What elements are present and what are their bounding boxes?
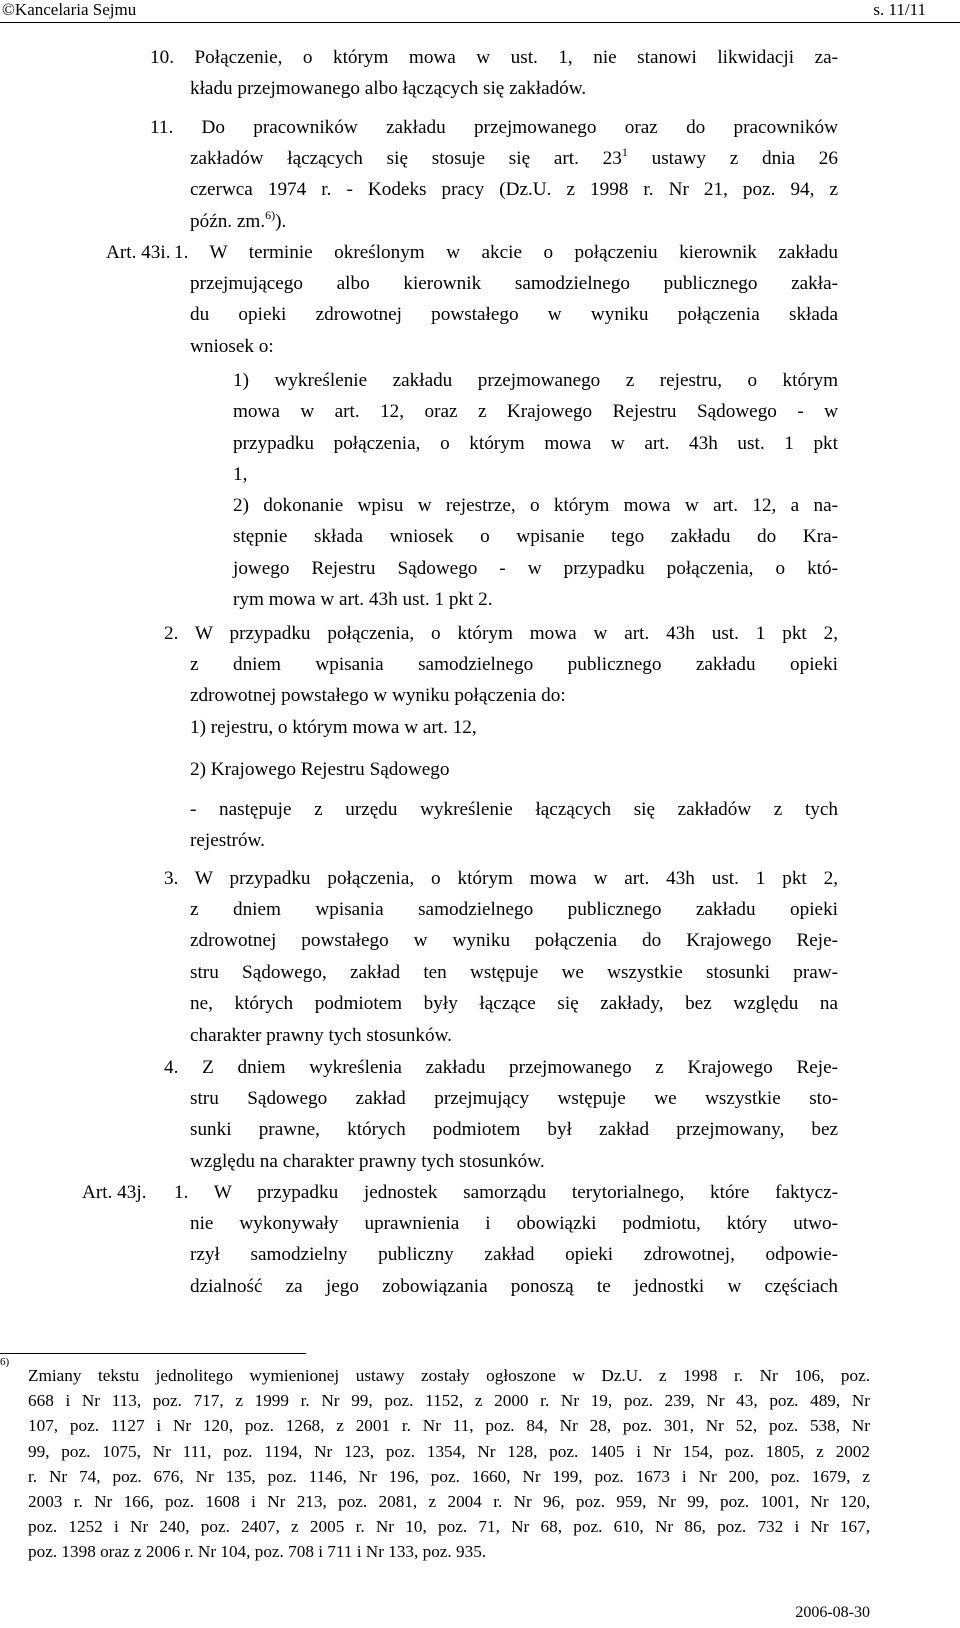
article-43i-p2-first: 2. W przypadku połączenia, o którym mowa w art. 43h ust. 1 pkt 2, — [164, 623, 838, 644]
article-43i-p4: stru Sądowego zakład przejmujący wstępuje we wszystkie sto- sunki prawne, których podmiotem był zakład przejmowany, bez względu na charakter prawny tych stosunków. — [190, 1088, 838, 1172]
header-page-number: s. 11/11 — [873, 0, 926, 19]
article-43i-p3: z dniem wpisania samodzielnego publicznego zakładu opieki zdrowotnej powstałego w wyniku połączenia do Krajowego Reje- stru Sądowego, zakład ten wstępuje we wszystkie stosunki praw- ne, których podmiotem były łączące się zakłady, bez względu na charakter prawny tych stosunków. — [190, 899, 838, 1046]
article-43i-p2-item1: 1) rejestru, o którym mowa w art. 12, — [190, 717, 477, 738]
header-source: ©Kancelaria Sejmu — [2, 0, 137, 19]
paragraph-11: 11. Do pracowników zakładu przejmowanego oraz do pracowników — [150, 117, 838, 138]
article-43i-heading: Art. 43i. — [106, 242, 171, 263]
article-43i-p2-item2: 2) Krajowego Rejestru Sądowego — [190, 759, 450, 780]
footnote-separator — [0, 1353, 306, 1354]
article-43i-p4-first: 4. Z dniem wykreślenia zakładu przejmowanego z Krajowego Reje- — [164, 1057, 838, 1078]
footnote-text: Zmiany tekstu jednolitego wymienionej ustawy zostały ogłoszone w Dz.U. z 1998 r. Nr 106, poz. 668 i Nr 113, poz. 717, z 1999 r. Nr 99, poz. 1152, z 2000 r. Nr 19, poz. 239, Nr 43, poz. 489, Nr 107, poz. 1127 i Nr 120, poz. 1268, z 2001 r. Nr 11, poz. 84, Nr 28, poz. 301, Nr 52, poz. 538, Nr 99, poz. 1075, Nr 111, poz. 1194, Nr 123, poz. 1354, Nr 128, poz. 1405 i Nr 154, poz. 1805, z 2002 r. Nr 74, poz. 676, Nr 135, poz. 1146, Nr 196, poz. 1660, Nr 199, poz. 1673 i Nr 200, poz. 1679, z 2003 r. Nr 166, poz. 1608 i Nr 213, poz. 2081, z 2004 r. Nr 96, poz. 959, Nr 99, poz. 1001, Nr 120, poz. 1252 i Nr 240, poz. 2407, z 2005 r. Nr 10, poz. 71, Nr 68, poz. 610, Nr 86, poz. 732 i Nr 167, poz. 1398 oraz z 2006 r. Nr 104, poz. 708 i 711 i Nr 133, poz. 935. — [28, 1366, 870, 1562]
article-43i-p1-item2: 2) dokonanie wpisu w rejestrze, o którym mowa w art. 12, a na- stępnie składa wniosek o wpisanie tego zakładu do Kra- jowego Rejestru Sądowego - w przypadku połączenia, o któ- rym mowa w art. 43h ust. 1 pkt 2. — [233, 495, 838, 611]
article-43i-p3-first: 3. W przypadku połączenia, o którym mowa w art. 43h ust. 1 pkt 2, — [164, 868, 838, 889]
document-page: ©Kancelaria Sejmu s. 11/11 10. Połączenie, o którym mowa w ust. 1, nie stanowi likwidacji za- kładu przejmowanego albo łączących się zakładów. 11. Do pracowników zakładu przejmowanego oraz do pracowników zakładów łączących się stosuje się art. $23^1$ ustawy z dnia 26 czerwca 1974 r. - Kodeks pracy (Dz.U. z 1998 r. Nr 21, poz. 94, z późn. zm.$^{6)}$). Art. 43i. 1. W terminie określonym w akcie o połączeniu kierownik zakładu przejmującego albo kierownik samodzielnego publicznego zakła- du opieki zdrowotnej powstałego w wyniku połączenia składa wniosek o: 1) wykreślenie zakładu przejmowanego z rejestru, o którym mowa w art. 12, oraz z Krajowego Rejestru Sądowego - w przypadku połączenia, o którym mowa w art. 43h ust. 1 pkt 1, 2) dokonanie wpisu w rejestrze, o którym mowa w art. 12, a na- stępnie składa wniosek o wpisanie tego zakładu do Kra- jowego Rejestru Sądowego - w przypadku połączenia, o któ- rym mowa w art. 43h ust. 1 pkt 2. 2. W przypadku połączenia, o którym mowa w art. 43h ust. 1 pkt 2, z dniem wpisania samodzielnego publicznego zakładu opieki zdrowotnej powstałego w wyniku połączenia do: 1) rejestru, o którym mowa w art. 12, 2) Krajowego Rejestru Sądowego - następuje z urzędu wykreślenie łączących się zakładów z tych rejestrów. 3. W przypadku połączenia, o którym mowa w art. 43h ust. 1 pkt 2, z dniem wpisania samodzielnego publicznego zakładu opieki zdrowotnej powstałego w wyniku połączenia do Krajowego Reje- stru Sądowego, zakład ten wstępuje we wszystkie stosunki praw- ne, których podmiotem były łączące się zakłady, bez względu na charakter prawny tych stosunków. 4. Z dniem wykreślenia zakładu przejmowanego z Krajowego Reje- stru Sądowego zakład przejmujący wstępuje we wszystkie sto- sunki prawne, których podmiotem był zakład przejmowany, bez względu na charakter prawny tych stosunków. Art. 43j. 1. W przypadku jednostek samorządu terytorialnego, które faktycz- nie wykonywały uprawnienia i obowiązki podmiotu, który utwo- rzył samodzielny publiczny zakład opieki zdrowotnej, odpowie- dzialność za jego zobowiązania ponoszą te jednostki w częściach 6) Zmiany tekstu jednolitego wymienionej ustawy zostały ogłoszone w Dz.U. z 1998 r. Nr 106, poz. 668 i Nr 113, poz. 717, z 1999 r. Nr 99, poz. 1152, z 2000 r. Nr 19, poz. 239, Nr 43, poz. 489, Nr 107, poz. 1127 i Nr 120, poz. 1268, z 2001 r. Nr 11, poz. 84, Nr 28, poz. 301, Nr 52, poz. 538, Nr 99, poz. 1075, Nr 111, poz. 1194, Nr 123, poz. 1354, Nr 128, poz. 1405 i Nr 154, poz. 1805, z 2002 r. Nr 74, poz. 676, Nr 135, poz. 1146, Nr 196, poz. 1660, Nr 199, poz. 1673 i Nr 200, poz. 1679, z 2003 r. Nr 166, poz. 1608 i Nr 213, poz. 2081, z 2004 r. Nr 96, poz. 959, Nr 99, poz. 1001, Nr 120, poz. 1252 i Nr 240, poz. 2407, z 2005 r. Nr 10, poz. 71, Nr 68, poz. 610, Nr 86, poz. 732 i Nr 167, poz. 1398 oraz z 2006 r. Nr 104, poz. 708 i 711 i Nr 133, poz. 935. 2006-08-30 — [0, 0, 960, 1628]
article-43i-p2-tail: - następuje z urzędu wykreślenie łączących się zakładów z tych rejestrów. — [190, 799, 838, 852]
article-43i-p1-item1: 1) wykreślenie zakładu przejmowanego z rejestru, o którym mowa w art. 12, oraz z Krajowego Rejestru Sądowego - w przypadku połączenia, o którym mowa w art. 43h ust. 1 pkt 1, — [233, 370, 838, 486]
paragraph-10-cont: kładu przejmowanego albo łączących się zakładów. — [190, 78, 587, 99]
article-43j-p1-first: 1. W przypadku jednostek samorządu terytorialnego, które faktycz- — [174, 1182, 838, 1203]
article-43i-p1: przejmującego albo kierownik samodzielnego publicznego zakła- du opieki zdrowotnej powstałego w wyniku połączenia składa wniosek o: — [190, 273, 838, 357]
article-43j-heading: Art. 43j. — [82, 1182, 147, 1203]
page-header — [0, 0, 960, 23]
article-43i-p2: z dniem wpisania samodzielnego publicznego zakładu opieki zdrowotnej powstałego w wyniku połączenia do: — [190, 654, 838, 707]
paragraph-11-cont: zakładów łączących się stosuje się art. $23^1$ ustawy z dnia 26 czerwca 1974 r. - Kodeks pracy (Dz.U. z 1998 r. Nr 21, poz. 94, z późn. zm.$^{6)}$). — [190, 145, 838, 232]
article-43i-p1-first: 1. W terminie określonym w akcie o połączeniu kierownik zakładu — [174, 242, 838, 263]
article-43j-p1: nie wykonywały uprawnienia i obowiązki podmiotu, który utwo- rzył samodzielny publiczny zakład opieki zdrowotnej, odpowie- dzialność za jego zobowiązania ponoszą te jednostki w częściach — [190, 1213, 838, 1297]
paragraph-10: 10. Połączenie, o którym mowa w ust. 1, nie stanowi likwidacji za- — [150, 47, 838, 68]
footer-date: 2006-08-30 — [795, 1604, 870, 1621]
